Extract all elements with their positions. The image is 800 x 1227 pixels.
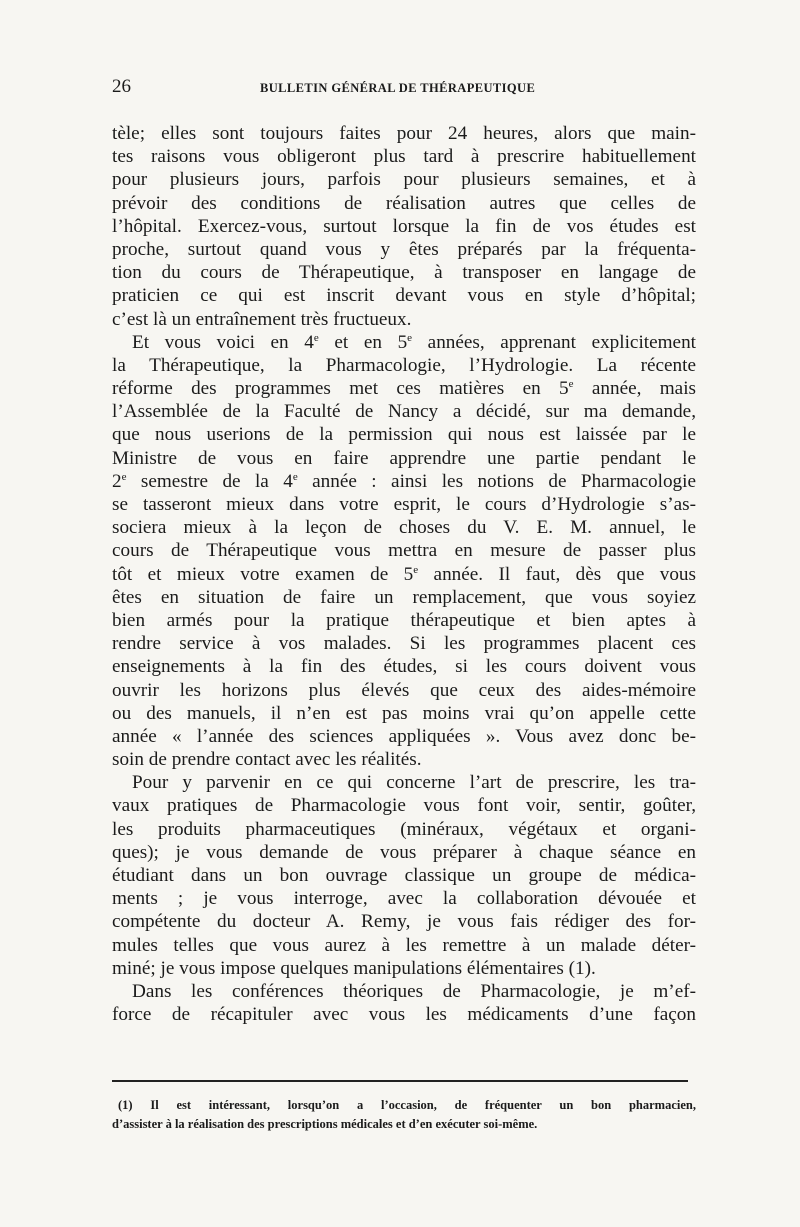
footnote-rule [112, 1080, 688, 1082]
text-line: les produits pharmaceutiques (minéraux, végétaux et organi- [112, 818, 696, 840]
page-number: 26 [112, 76, 131, 97]
text-line: ques); je vous demande de vous préparer à chaque séance en [112, 841, 696, 863]
text-line: tèle; elles sont toujours faites pour 24 heures, alors que main- [112, 123, 696, 144]
footnote-line: (1) Il est intéressant, lorsqu’on a l’occasion, de fréquenter un bon pharmacien, [118, 1098, 696, 1112]
text-line: prévoir des conditions de réalisation autres que celles de [112, 192, 696, 214]
text-line: la Thérapeutique, la Pharmacologie, l’Hydrologie. La récente [112, 354, 696, 376]
text-line: Dans les conférences théoriques de Pharmacologie, je m’ef- [132, 980, 696, 1002]
text-line: Pour y parvenir en ce qui concerne l’art de prescrire, les tra- [132, 772, 696, 794]
text-line: Ministre de vous en faire apprendre une partie pendant le [112, 447, 696, 469]
text-line: pour plusieurs jours, parfois pour plusieurs semaines, et à [112, 169, 696, 191]
text-line: êtes en situation de faire un remplacement, que vous soyiez [112, 586, 696, 608]
text-line: année « l’année des sciences appliquées ». Vous avez donc be- [112, 725, 696, 747]
text-line: que nous userions de la permission qui nous est laissée par le [112, 424, 696, 446]
footnote-line: d’assister à la réalisation des prescriptions médicales et d’en exécuter soi-même. [112, 1117, 538, 1131]
footnotes [112, 1096, 696, 1134]
running-title: BULLETIN GÉNÉRAL DE THÉRAPEUTIQUE [260, 81, 536, 95]
text-line: compétente du docteur A. Remy, je vous fais rédiger des for- [112, 911, 696, 933]
text-line: sociera mieux à la leçon de choses du V. E. M. annuel, le [112, 517, 696, 539]
text-line: se tasseront mieux dans votre esprit, le cours d’Hydrologie s’as- [112, 494, 696, 515]
text-line: mules telles que vous aurez à les remettre à un malade déter- [112, 934, 696, 956]
text-line: miné; je vous impose quelques manipulations élémentaires (1). [112, 957, 596, 979]
text-line: bien armés pour la pratique thérapeutique et bien aptes à [112, 609, 696, 631]
text-line: 2e semestre de la 4e année : ainsi les notions de Pharmacologie [112, 470, 696, 492]
text-line: soin de prendre contact avec les réalités. [112, 749, 422, 771]
text-line: tion du cours de Thérapeutique, à transposer en langage de [112, 262, 696, 284]
text-line: étudiant dans un bon ouvrage classique un groupe de médica- [112, 865, 696, 886]
text-line: force de récapituler avec vous les médicaments d’une façon [112, 1004, 696, 1026]
text-line: ou des manuels, il n’en est pas moins vrai qu’on appelle cette [112, 702, 696, 724]
text-line: enseignements à la fin des études, si les cours doivent vous [112, 656, 696, 678]
text-line: ments ; je vous interroge, avec la collaboration dévouée et [112, 888, 696, 910]
text-line: réforme des programmes met ces matières en 5e année, mais [112, 378, 696, 400]
text-line: tes raisons vous obligeront plus tard à prescrire habituellement [112, 146, 696, 168]
text-line: Et vous voici en 4e et en 5e années, apprenant explicitement [132, 331, 696, 353]
text-line: c’est là un entraînement très fructueux. [112, 308, 412, 330]
text-line: tôt et mieux votre examen de 5e année. Il faut, dès que vous [112, 563, 696, 585]
text-line: praticien ce qui est inscrit devant vous en style d’hôpital; [112, 285, 696, 307]
text-line: l’Assemblée de la Faculté de Nancy a décidé, sur ma demande, [112, 401, 696, 423]
page-header [112, 76, 692, 100]
body-text [112, 122, 696, 1026]
text-line: ouvrir les horizons plus élevés que ceux des aides-mémoire [112, 679, 696, 701]
text-line: cours de Thérapeutique vous mettra en mesure de passer plus [112, 540, 696, 562]
text-line: vaux pratiques de Pharmacologie vous font voir, sentir, goûter, [112, 795, 696, 817]
text-line: l’hôpital. Exercez-vous, surtout lorsque la fin de vos études est [112, 215, 696, 237]
text-line: proche, surtout quand vous y êtes préparés par la fréquenta- [112, 238, 696, 260]
text-line: rendre service à vos malades. Si les programmes placent ces [112, 633, 696, 655]
